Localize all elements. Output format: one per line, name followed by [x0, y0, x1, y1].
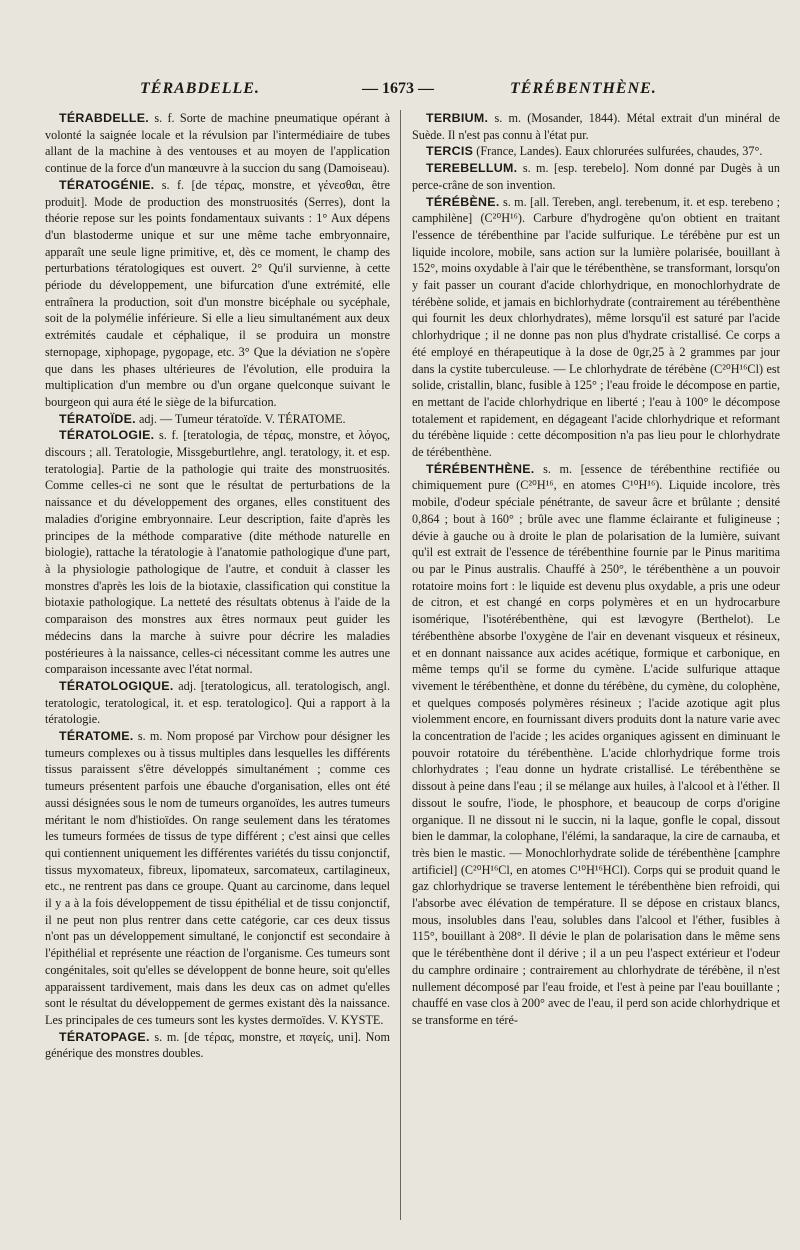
column-divider [400, 110, 401, 1220]
entry-headword: TÉRÉBENTHÈNE. [426, 461, 535, 476]
dictionary-entry [412, 194, 780, 461]
dictionary-entry [412, 143, 780, 160]
entry-headword: TERCIS [426, 144, 474, 159]
entry-text: adj. — Tumeur tératoïde. V. TÉRATOME. [135, 411, 346, 426]
dictionary-entry [45, 110, 390, 177]
entry-headword: TÉRABDELLE. [59, 111, 150, 125]
entry-text: s. f. [teratologia, de τέρας, monstre, et λόγος, discours ; all. Teratologie, Missgeburtlehre, angl. teratology, it. et esp. teratologia]. Partie de la pathologie qui traite des monstruosités. Comme celles-ci ne sont que le résultat de perturbations de la naissance et du développement des organes, elles constituent des maladies d'origine embryonnaire. Leur description, faite d'après les principes de la méthode comparative (dite méthode naturelle en biologie), rattache la tératologie à l'anatomie pathologique d'une part, à la physiologie pathologique de l'autre, et conduit à classer les monstres d'après les lois de la biotaxie, classification qui constitue la biotaxie pathologique. La netteté des résultats obtenus à l'aide de la comparaison des monstres aux êtres normaux peut guider les médecins dans la marche à suivre pour décrire les maladies postérieures à la naissance, celles-ci nécessitant comme les autres une comparaison incessante avec l'état normal. [45, 428, 390, 677]
entry-text: s. m. Nom proposé par Virchow pour désigner les tumeurs complexes ou à tissus multiples dans lesquelles les différents tissus paraissent s'être développés simultanément ; comme ces tumeurs présentent parfois une ébauche d'organisation, elles ont été aussi désignées sous le nom de tumeurs organoïdes, les autres tumeurs méritant le nom d'histioïdes. On range seulement dans les tératomes les tumeurs formées de tissus de type différent ; c'est ainsi que celles qui contiennent uniquement les différentes variétés du tissu conjonctif, tissus myxomateux, fibreux, lipomateux, sarcomateux, cartilagineux, etc., ne rentrent pas dans ce groupe. Quant au carcinome, dans lequel il y a à la fois développement de tissu épithélial et de tissu conjonctif, il ne peut non plus rentrer dans cette catégorie, car ces deux tissus n'ont pas un développement simultané, le conjonctif est secondaire à l'épithélial et représente une réaction de l'organisme. Ces tumeurs sont congénitales, soit qu'elles se développent de bonne heure, soit qu'elles apparaissent tardivement, mais dans les deux cas on admet qu'elles sont le résultat du développement de germes existant dès la naissance. Les principales de ces tumeurs sont les kystes dermoïdes. V. KYSTE. [45, 729, 390, 1027]
entry-headword: TERBIUM. [426, 111, 489, 125]
running-head [0, 80, 800, 106]
entry-headword: TEREBELLUM. [426, 161, 518, 176]
entry-headword: TÉRATOÏDE. [59, 411, 136, 426]
right-column [412, 110, 780, 1238]
entry-text: s. m. [esp. terebelo]. Nom donné par Dugès à un perce-crâne de son invention. [412, 161, 780, 192]
dictionary-entry [45, 678, 390, 728]
header-left-guide-word: TÉRABDELLE. [140, 80, 260, 97]
dictionary-entry [45, 728, 390, 1029]
header-right-guide-word: TÉRÉBENTHÈNE. [510, 80, 657, 97]
entry-text: s. m. (Mosander, 1844). Métal extrait d'un minéral de Suède. Il n'est pas connu à l'état pur. [412, 111, 780, 142]
dictionary-entry [412, 160, 780, 193]
dictionary-entry [45, 411, 390, 428]
entry-text: s. f. [de τέρας, monstre, et γένεσθαι, être produit]. Mode de production des monstruosités (Serres), dont la théorie repose sur les points fondamentaux suivants : 1° Aux dépens d'un blastoderme unique et sur une même tache embryonnaire, apparaît une seule ligne primitive, et, dès ce moment, le champ des perturbations tératologiques est ouvert. 2° Qu'il survienne, à cette période du développement, une bifurcation d'une extrémité, elle entraînera la production, soit d'un monstre bicéphale ou sycéphale, soit de la polymélie inférieure. Si elle a lieu simultanément aux deux extrémités caudale et céphalique, il se produira un monstre sternopage, xiphopage, pygopage, etc. 3° Que la déviation ne s'opère que dans les phases ultérieures de l'évolution, elle produira la multiplication d'un membre ou d'un organe quelconque suivant le bourgeon qui aura été le siège de la bifurcation. [45, 177, 390, 409]
entry-text: s. m. [all. Tereben, angl. terebenum, it. et esp. terebeno ; camphilène] (C²⁰H¹⁶). Carbure d'hydrogène qu'on obtient en traitant l'essence de térébenthine par l'acide sulfurique. Le térébène pur est un liquide incolore, mobile, sans action sur la lumière polarisée, bouillant à 152°, moins oxydable à l'air que le térébenthène, se transformant, lorsqu'on y fait passer un courant d'acide chlorhydrique, en monochlorhydrate de térébène solide, et jamais en bichlorhydrate (contrairement au térébenthène qui fournit les deux chlorhydrates), même lorsqu'il est saturé par l'acide chlorhydrique ; il ne donne pas non plus d'hydrate cristallisé. Ce corps a été employé en thérapeutique à la dose de 0gr,25 à 2 grammes par jour dans la cystite tuberculeuse. — Le chlorhydrate de térébène (C²⁰H¹⁶Cl) est solide, cristallin, blanc, fusible à 125° ; l'eau froide le décompose en partie, en mettant de l'acide chlorhydrique en liberté ; l'eau à 100° le décompose totalement et rapidement, en dégageant l'acide chlorhydrique et reformant du térébène liquide : cette décomposition n'a pas lieu pour le chlorhydrate de térébenthène. [412, 194, 780, 460]
entry-headword: TÉRATOLOGIQUE. [59, 678, 174, 693]
entry-text: s. f. Sorte de machine pneumatique opérant à volonté la saignée locale et la révulsion par l'intermédiaire de tubes allant de la machine à des ventouses et au moyen de l'application continue de la force d'un manœuvre à la succion du sang (Damoiseau). [45, 111, 390, 176]
entry-text: adj. [teratologicus, all. teratologisch, angl. teratologic, teratological, it. et esp. teratologico]. Qui a rapport à la tératologie. [45, 678, 390, 727]
entry-text: (France, Landes). Eaux chlorurées sulfurées, chaudes, 37°. [473, 144, 763, 159]
dictionary-entry [45, 177, 390, 411]
dictionary-entry [412, 110, 780, 143]
entry-headword: TÉRATOLOGIE. [59, 428, 155, 443]
entry-headword: TÉRATOME. [59, 729, 134, 744]
entry-headword: TÉRATOGÉNIE. [59, 177, 155, 192]
entry-text: s. m. [de τέρας, monstre, et παγείς, uni]. Nom générique des monstres doubles. [45, 1029, 390, 1061]
page-number: — 1673 — [362, 80, 434, 97]
dictionary-entry [412, 461, 780, 1029]
dictionary-entry [45, 1029, 390, 1062]
dictionary-entry [45, 427, 390, 678]
entry-headword: TÉRATOPAGE. [59, 1029, 150, 1044]
left-column [45, 110, 390, 1238]
entry-headword: TÉRÉBÈNE. [426, 194, 500, 209]
entry-text: s. m. [essence de térébenthine rectifiée ou chimiquement pure (C²⁰H¹⁶, en atomes C¹⁰H¹⁶). Liquide incolore, très mobile, d'odeur spéciale pénétrante, de saveur âcre et brûlante ; densité 0,864 ; bout à 160° ; brûle avec une flamme éclairante et fuligineuse ; dévie à gauche ou à droite le plan de polarisation de la lumière, suivant qu'il est extrait de l'essence de térébenthine fournie par le Pinus maritima ou par le Pinus australis. Chauffé à 250°, le térébenthène a un pouvoir rotatoire moins fort : le liquide est devenu plus oxydable, a pris une odeur de citron, et est changé en corps polymères et en un hydrocarbure isomérique, l'isotérébenthène, qui est lævogyre (Berthelot). Le térébenthène absorbe l'oxygène de l'air en devenant visqueux et résineux, et en donnant naissance aux acides acétique, formique et carbonique, en même temps qu'il se forme du cymène. L'acide sulfurique attaque vivement le térébenthène, et donne du térébène, du cymène, du colophène, et quelques composés polymères résineux ; l'acide azotique agit plus violemment encore, en fournissant divers produits dont la nature varie avec la concentration de l'acide ; les acides organiques agissent en diminuant le pouvoir rotatoire du térébenthène. L'acide chlorhydrique forme trois chlorhydrates ; l'eau donne un hydrate cristallisé. Le térébenthène se dissout à peine dans l'eau ; il se mélange aux huiles, à l'alcool et à l'éther. Il dissout le soufre, l'iode, le phosphore, et beaucoup de corps d'origine organique. Il ne dissout ni le succin, ni la laque, gonfle le copal, dissout bien le dammar, la colophane, l'élémi, la sandaraque, la cire de carnauba, et très bien le mastic. — Monochlorhydrate solide de térébenthène [camphre artificiel] (C²⁰H¹⁶Cl, en atomes C¹⁰H¹⁶HCl). Corps qui se produit quand le gaz chlorhydrique se traverse lentement le térébenthène bien refroidi, qui l'absorbe avec élévation de température. Il se dépose en cristaux blancs, mous, insolubles dans l'eau, solubles dans l'alcool et l'éther, fusibles à 115°, bouillant à 208°. Il dévie le plan de polarisation dans le même sens que le térébenthène dont il dérive ; il a un peu l'aspect extérieur et l'odeur du camphre ordinaire ; contrairement au chlorhydrate de térébène, il n'est nullement décomposé par l'eau froide, et l'est à peine par l'eau bouillante ; chauffé en vase clos à 200° avec de l'eau, il perd son acide chlorhydrique et se transforme en téré- [412, 461, 780, 1027]
